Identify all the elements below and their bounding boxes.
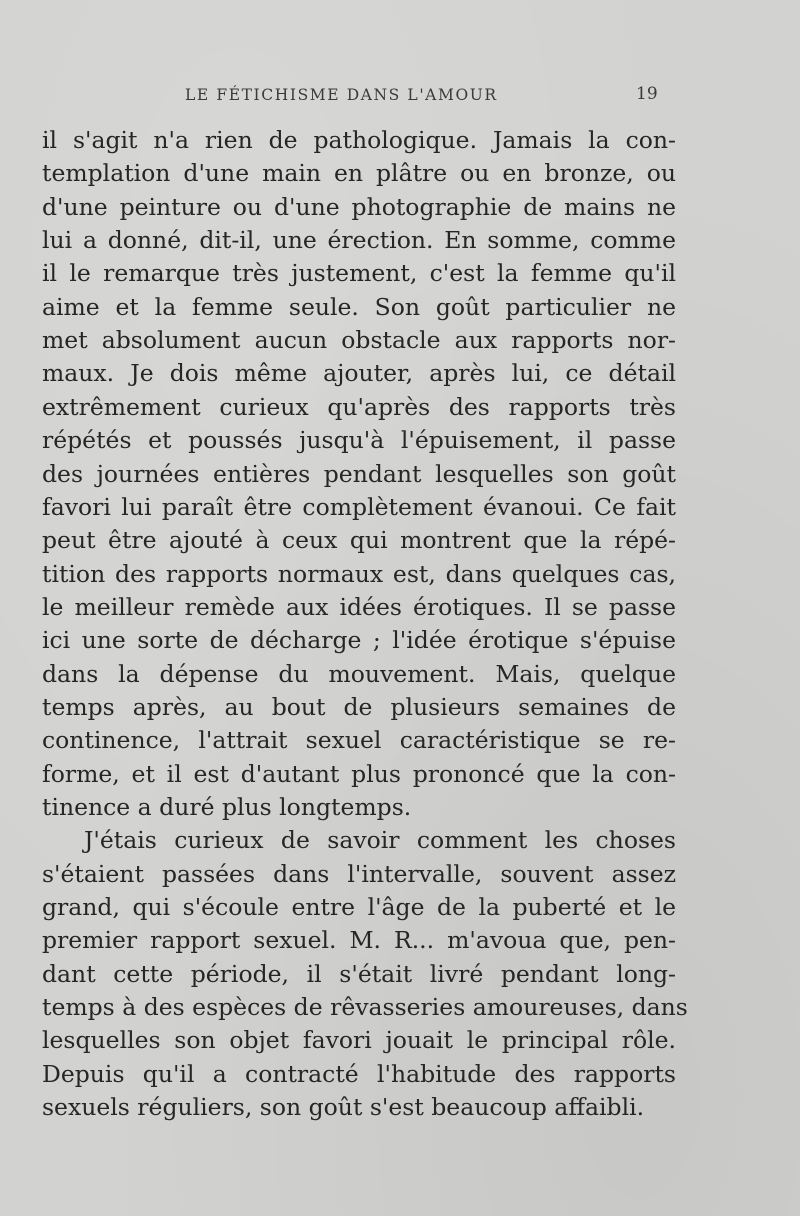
page-number: 19: [636, 84, 658, 104]
text-line: sexuels réguliers, son goût s'est beaucoup affaibli.: [42, 1093, 645, 1122]
text-line: maux. Je dois même ajouter, après lui, ce détail: [42, 359, 676, 388]
text-line: dans la dépense du mouvement. Mais, quelque: [42, 659, 676, 688]
text-line: met absolument aucun obstacle aux rapports nor-: [42, 326, 676, 355]
text-line: le meilleur remède aux idées érotiques. Il se passe: [42, 592, 676, 621]
text-line: lui a donné, dit-il, une érection. En somme, comme: [42, 226, 676, 255]
text-line: temps à des espèces de rêvasseries amoureuses, dans: [42, 993, 688, 1022]
text-line: d'une peinture ou d'une photographie de mains ne: [42, 192, 676, 221]
text-line: répétés et poussés jusqu'à l'épuisement, il passe: [42, 426, 676, 455]
text-line: forme, et il est d'autant plus prononcé que la con-: [42, 759, 676, 788]
text-line: temps après, au bout de plusieurs semaines de: [42, 692, 676, 721]
text-line: favori lui paraît être complètement évanoui. Ce fait: [42, 492, 676, 521]
text-line: continence, l'attrait sexuel caractéristique se re-: [42, 726, 676, 755]
text-line: tinence a duré plus longtemps.: [42, 793, 412, 821]
text-line: templation d'une main en plâtre ou en bronze, ou: [42, 159, 676, 188]
text-line: ici une sorte de décharge ; l'idée érotique s'épuise: [42, 626, 676, 655]
text-line: peut être ajouté à ceux qui montrent que la répé-: [42, 526, 676, 555]
text-line: J'étais curieux de savoir comment les choses: [84, 826, 676, 855]
text-line: tition des rapports normaux est, dans quelques cas,: [42, 559, 676, 588]
text-line: aime et la femme seule. Son goût particulier ne: [42, 292, 676, 321]
text-line: des journées entières pendant lesquelles son goût: [42, 459, 676, 488]
text-line: lesquelles son objet favori jouait le principal rôle.: [42, 1026, 676, 1055]
running-head: [0, 86, 800, 110]
text-line: il s'agit n'a rien de pathologique. Jamais la con-: [42, 126, 676, 154]
running-title: LE FÉTICHISME DANS L'AMOUR: [185, 86, 498, 104]
text-line: dant cette période, il s'était livré pendant long-: [42, 959, 676, 988]
text-line: il le remarque très justement, c'est la femme qu'il: [42, 259, 676, 288]
text-line: extrêmement curieux qu'après des rapports très: [42, 392, 676, 421]
text-line: premier rapport sexuel. M. R... m'avoua que, pen-: [42, 926, 676, 955]
text-line: grand, qui s'écoule entre l'âge de la puberté et le: [42, 893, 676, 922]
text-line: s'étaient passées dans l'intervalle, souvent assez: [42, 859, 676, 888]
text-line: Depuis qu'il a contracté l'habitude des rapports: [42, 1059, 676, 1088]
